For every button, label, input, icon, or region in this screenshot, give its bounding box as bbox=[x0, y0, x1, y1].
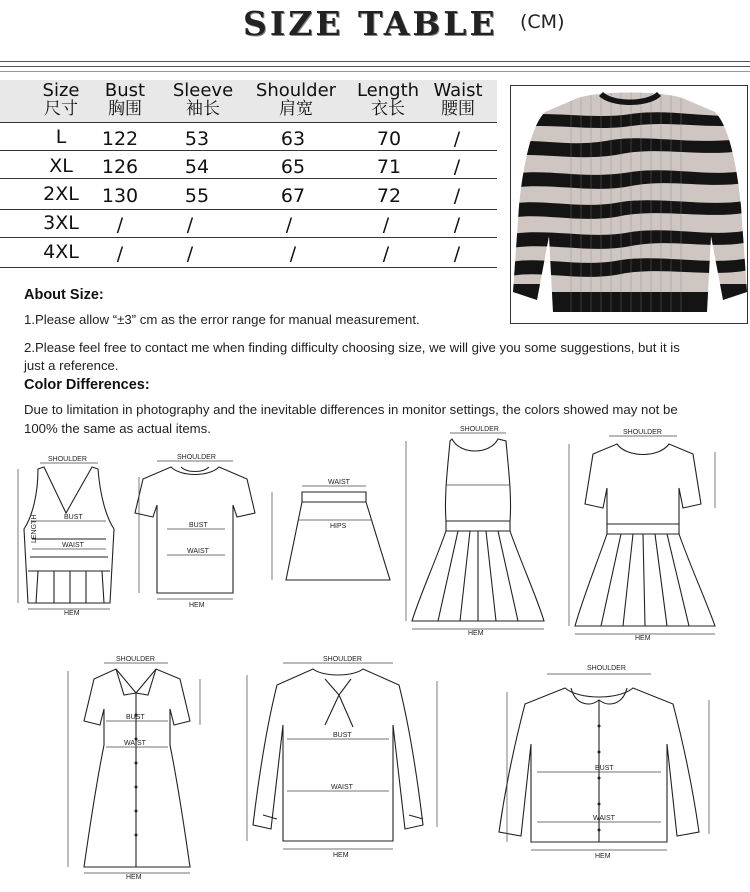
label-shoulder: SHOULDER bbox=[323, 656, 362, 663]
divider-top bbox=[0, 61, 750, 62]
label-waist: WAIST bbox=[62, 542, 84, 549]
cell-shoulder: 67 bbox=[280, 185, 306, 207]
cell-waist: / bbox=[453, 128, 461, 150]
cell-size: 3XL bbox=[43, 212, 79, 234]
title-area bbox=[0, 0, 750, 48]
col-length bbox=[350, 81, 426, 119]
label-bust: BUST bbox=[189, 522, 208, 529]
cell-bust: 122 bbox=[101, 128, 139, 150]
col-bust-cn: 胸围 bbox=[108, 99, 142, 119]
table-header-row bbox=[0, 80, 497, 123]
label-bust: BUST bbox=[64, 514, 83, 521]
col-bust bbox=[98, 81, 152, 119]
cell-size: 4XL bbox=[43, 241, 79, 263]
cell-waist: / bbox=[453, 185, 461, 207]
cell-length: 70 bbox=[376, 128, 402, 150]
cell-length: / bbox=[382, 243, 390, 265]
label-hem: HEM bbox=[468, 630, 484, 637]
col-sleeve-en: Sleeve bbox=[172, 80, 234, 101]
label-bust: BUST bbox=[333, 732, 352, 739]
col-waist-en: Waist bbox=[433, 80, 483, 101]
cell-sleeve: 55 bbox=[184, 185, 210, 207]
divider-top-2 bbox=[0, 66, 750, 67]
cell-bust: / bbox=[116, 214, 124, 236]
tshirt-diagram bbox=[127, 453, 262, 615]
label-waist: WAIST bbox=[593, 815, 615, 822]
page-title: SIZE TABLE bbox=[243, 4, 498, 43]
table-row bbox=[0, 123, 497, 151]
short-sleeve-dress-diagram bbox=[565, 428, 745, 643]
about-size-note-2a: 2.Please feel free to contact me when finding difficulty choosing size, we will give you some suggestions, but it is bbox=[24, 340, 680, 355]
sweater-illustration bbox=[511, 86, 749, 325]
label-shoulder: SHOULDER bbox=[460, 426, 499, 433]
col-bust-en: Bust bbox=[104, 80, 146, 101]
cell-sleeve: / bbox=[186, 243, 194, 265]
col-shoulder bbox=[250, 81, 342, 119]
col-waist bbox=[428, 81, 488, 119]
label-shoulder: SHOULDER bbox=[623, 429, 662, 436]
label-hem: HEM bbox=[635, 635, 651, 642]
cell-bust: 126 bbox=[101, 156, 139, 178]
sleeveless-dress-diagram bbox=[398, 425, 558, 640]
table-row bbox=[0, 238, 497, 268]
cell-length: / bbox=[382, 214, 390, 236]
label-bust: BUST bbox=[126, 714, 145, 721]
skirt-diagram bbox=[262, 476, 402, 591]
bow-blouse-diagram bbox=[233, 655, 453, 860]
label-hem: HEM bbox=[64, 610, 80, 617]
cell-length: 72 bbox=[376, 185, 402, 207]
cell-shoulder: 65 bbox=[280, 156, 306, 178]
about-size-note-2b: just a reference. bbox=[24, 358, 119, 373]
camisole-diagram bbox=[8, 455, 130, 617]
cell-size: 2XL bbox=[43, 183, 79, 205]
label-hem: HEM bbox=[595, 853, 611, 860]
col-shoulder-en: Shoulder bbox=[255, 80, 337, 101]
label-waist: WAIST bbox=[124, 740, 146, 747]
row-line bbox=[0, 267, 497, 268]
table-row bbox=[0, 151, 497, 179]
label-hem: HEM bbox=[126, 874, 142, 881]
cell-sleeve: 54 bbox=[184, 156, 210, 178]
shirt-dress-diagram bbox=[60, 655, 220, 880]
shirt-diagram bbox=[495, 660, 720, 860]
label-waist: WAIST bbox=[328, 479, 350, 486]
unit-label: (CM) bbox=[520, 11, 565, 33]
label-waist: WAIST bbox=[331, 784, 353, 791]
about-size-heading: About Size: bbox=[24, 287, 104, 303]
cell-waist: / bbox=[453, 243, 461, 265]
cell-length: 71 bbox=[376, 156, 402, 178]
cell-waist: / bbox=[453, 214, 461, 236]
col-waist-cn: 腰围 bbox=[441, 99, 475, 119]
label-waist: WAIST bbox=[187, 548, 209, 555]
color-differences-note-b: 100% the same as actual items. bbox=[24, 421, 211, 436]
label-hem: HEM bbox=[189, 602, 205, 609]
col-size-en: Size bbox=[42, 80, 80, 101]
label-hem: HEM bbox=[333, 852, 349, 859]
table-row bbox=[0, 210, 497, 238]
cell-bust: 130 bbox=[101, 185, 139, 207]
label-bust: BUST bbox=[595, 765, 614, 772]
col-shoulder-cn: 肩宽 bbox=[279, 99, 313, 119]
cell-sleeve: 53 bbox=[184, 128, 210, 150]
col-size-cn: 尺寸 bbox=[44, 99, 78, 119]
label-shoulder: SHOULDER bbox=[177, 454, 216, 461]
col-length-en: Length bbox=[356, 80, 420, 101]
col-length-cn: 衣长 bbox=[371, 99, 405, 119]
cell-size: L bbox=[55, 126, 67, 148]
product-photo bbox=[510, 85, 748, 324]
cell-waist: / bbox=[453, 156, 461, 178]
table-row bbox=[0, 179, 497, 210]
divider-top-3 bbox=[0, 71, 750, 72]
col-size bbox=[40, 81, 82, 119]
cell-shoulder: / bbox=[289, 243, 297, 265]
cell-shoulder: 63 bbox=[280, 128, 306, 150]
about-size-note-1: 1.Please allow “±3” cm as the error range for manual measurement. bbox=[24, 312, 420, 327]
label-length: LENGTH bbox=[31, 514, 38, 543]
col-sleeve-cn: 袖长 bbox=[186, 99, 220, 119]
color-differences-note-a: Due to limitation in photography and the inevitable differences in monitor settings, the colors showed may not be bbox=[24, 402, 678, 417]
label-shoulder: SHOULDER bbox=[587, 665, 626, 672]
cell-shoulder: / bbox=[285, 214, 293, 236]
cell-sleeve: / bbox=[186, 214, 194, 236]
cell-size: XL bbox=[49, 155, 73, 177]
col-sleeve bbox=[168, 81, 238, 119]
label-hips: HIPS bbox=[330, 523, 347, 530]
label-shoulder: SHOULDER bbox=[116, 656, 155, 663]
label-shoulder: SHOULDER bbox=[48, 456, 87, 463]
color-differences-heading: Color Differences: bbox=[24, 377, 150, 393]
cell-bust: / bbox=[116, 243, 124, 265]
